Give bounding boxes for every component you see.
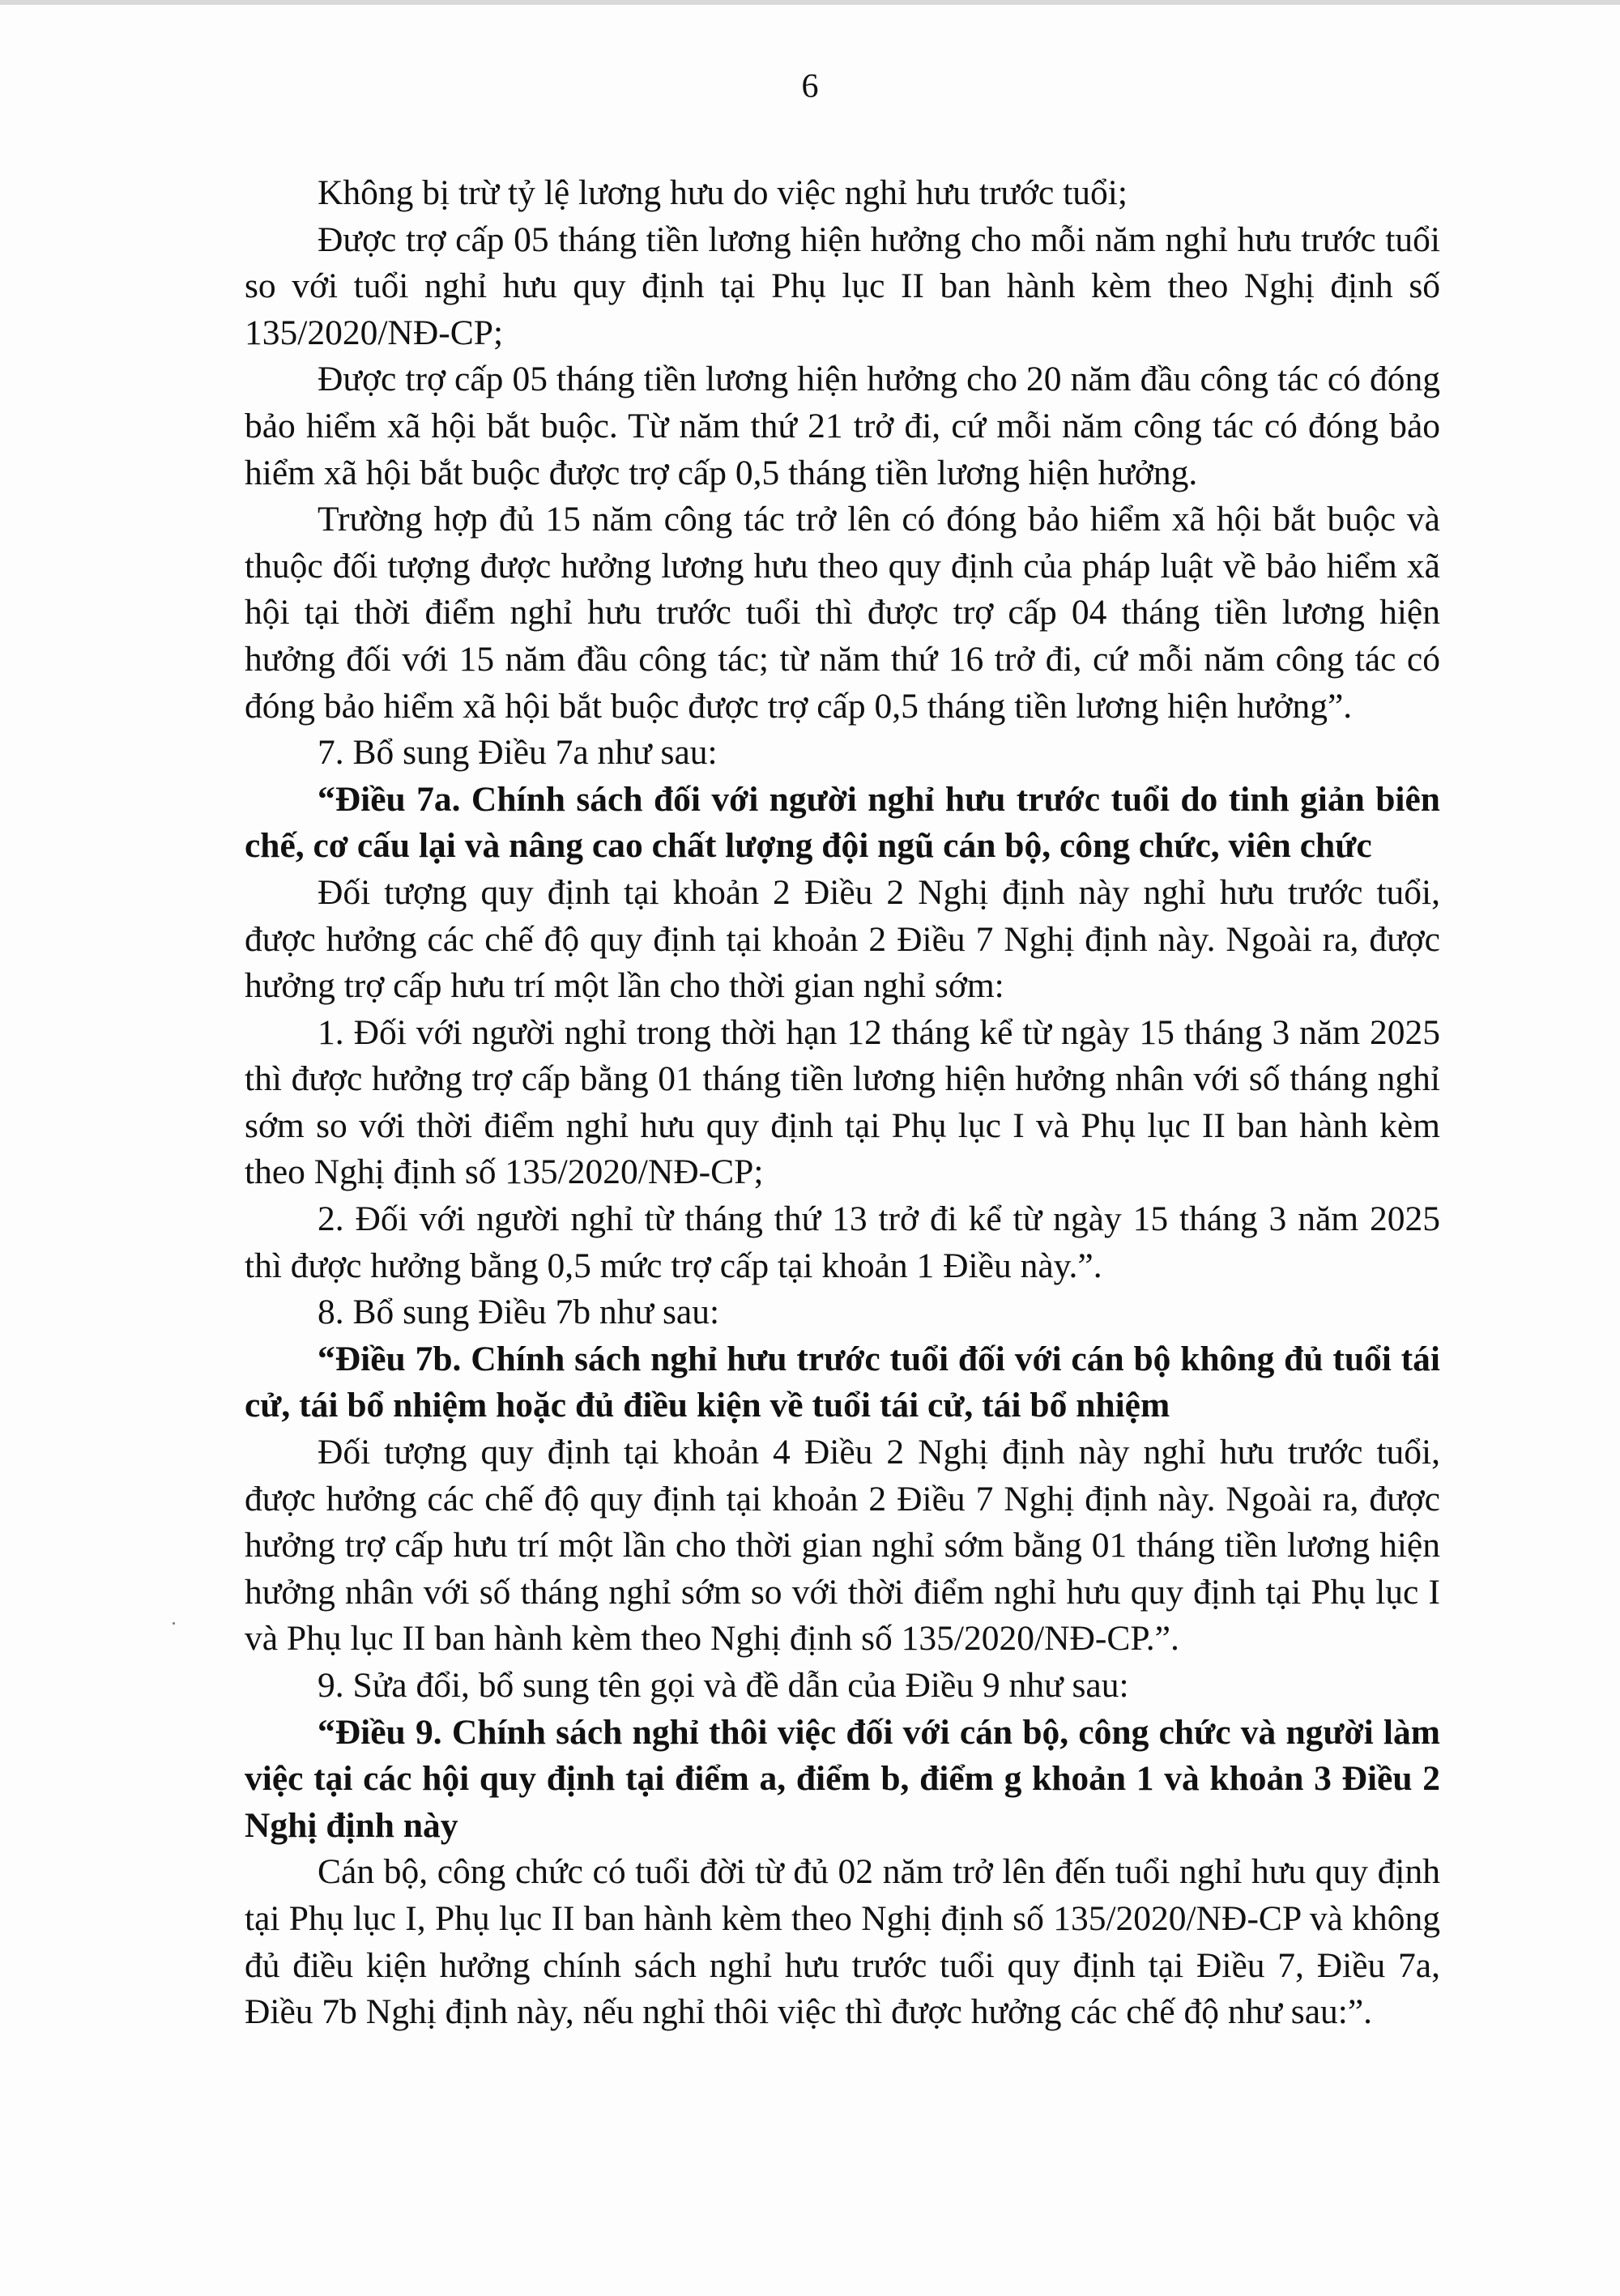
heading-article-7a: “Điều 7a. Chính sách đối với người nghỉ hưu trước tuổi do tinh giản biên chế, cơ cấu lại và nâng cao chất lượng đội ngũ cán bộ, công chức, viên chức bbox=[245, 779, 1440, 866]
paragraph-item-9: 9. Sửa đổi, bổ sung tên gọi và đề dẫn của Điều 9 như sau: bbox=[318, 1666, 1129, 1705]
scan-speck bbox=[173, 1622, 175, 1625]
paragraph-item-7: 7. Bổ sung Điều 7a như sau: bbox=[318, 733, 718, 773]
paragraph-article-7a-clause-2: 2. Đối với người nghỉ từ tháng thứ 13 trở đi kể từ ngày 15 tháng 3 năm 2025 thì được hưởng bằng 0,5 mức trợ cấp tại khoản 1 Điều này.”. bbox=[245, 1199, 1440, 1285]
heading-article-7b: “Điều 7b. Chính sách nghỉ hưu trước tuổi đối với cán bộ không đủ tuổi tái cử, tái bổ nhiệm hoặc đủ điều kiện về tuổi tái cử, tái bổ nhiệm bbox=[245, 1339, 1440, 1425]
page-number: 6 bbox=[801, 68, 819, 105]
paragraph-no-pension-deduction: Không bị trừ tỷ lệ lương hưu do việc nghỉ hưu trước tuổi; bbox=[318, 173, 1128, 212]
paragraph-item-8: 8. Bổ sung Điều 7b như sau: bbox=[318, 1293, 720, 1332]
paragraph-article-7a-clause-1: 1. Đối với người nghỉ trong thời hạn 12 tháng kể từ ngày 15 tháng 3 năm 2025 thì được hưởng trợ cấp bằng 01 tháng tiền lương hiện hưởng nhân với số tháng nghỉ sớm so với thời điểm nghỉ hưu quy định tại Phụ lục I và Phụ lục II ban hành kèm theo Nghị định số 135/2020/NĐ-CP; bbox=[245, 1012, 1440, 1192]
paragraph-15-year-case: Trường hợp đủ 15 năm công tác trở lên có đóng bảo hiểm xã hội bắt buộc và thuộc đối tượng được hưởng lương hưu theo quy định của pháp luật về bảo hiểm xã hội tại thời điểm nghỉ hưu trước tuổi thì được trợ cấp 04 tháng tiền lương hiện hưởng đối với 15 năm đầu công tác; từ năm thứ 16 trở đi, cứ mỗi năm công tác có đóng bảo hiểm xã hội bắt buộc được trợ cấp 0,5 tháng tiền lương hiện hưởng”. bbox=[245, 500, 1440, 726]
scan-edge-shadow bbox=[0, 0, 1620, 5]
paragraph-article-7b-scope: Đối tượng quy định tại khoản 4 Điều 2 Nghị định này nghỉ hưu trước tuổi, được hưởng các chế độ quy định tại khoản 2 Điều 7 Nghị định này. Ngoài ra, được hưởng trợ cấp hưu trí một lần cho thời gian nghỉ sớm bằng 01 tháng tiền lương hiện hưởng nhân với số tháng nghỉ sớm so với thời điểm nghỉ hưu quy định tại Phụ lục I và Phụ lục II ban hành kèm theo Nghị định số 135/2020/NĐ-CP.”. bbox=[245, 1433, 1440, 1659]
paragraph-article-7a-scope: Đối tượng quy định tại khoản 2 Điều 2 Nghị định này nghỉ hưu trước tuổi, được hưởng các chế độ quy định tại khoản 2 Điều 7 Nghị định này. Ngoài ra, được hưởng trợ cấp hưu trí một lần cho thời gian nghỉ sớm: bbox=[245, 872, 1440, 1006]
document-body bbox=[245, 170, 1440, 2036]
paragraph-early-retirement-allowance: Được trợ cấp 05 tháng tiền lương hiện hưởng cho mỗi năm nghỉ hưu trước tuổi so với tuổi nghỉ hưu quy định tại Phụ lục II ban hành kèm theo Nghị định số 135/2020/NĐ-CP; bbox=[245, 219, 1440, 352]
heading-article-9: “Điều 9. Chính sách nghỉ thôi việc đối với cán bộ, công chức và người làm việc tại các hội quy định tại điểm a, điểm b, điểm g khoản 1 và khoản 3 Điều 2 Nghị định này bbox=[245, 1712, 1440, 1845]
paragraph-20-year-allowance: Được trợ cấp 05 tháng tiền lương hiện hưởng cho 20 năm đầu công tác có đóng bảo hiểm xã hội bắt buộc. Từ năm thứ 21 trở đi, cứ mỗi năm công tác có đóng bảo hiểm xã hội bắt buộc được trợ cấp 0,5 tháng tiền lương hiện hưởng. bbox=[245, 360, 1440, 492]
paragraph-article-9-lead: Cán bộ, công chức có tuổi đời từ đủ 02 năm trở lên đến tuổi nghỉ hưu quy định tại Phụ lục I, Phụ lục II ban hành kèm theo Nghị định số 135/2020/NĐ-CP và không đủ điều kiện hưởng chính sách nghỉ hưu trước tuổi quy định tại Điều 7, Điều 7a, Điều 7b Nghị định này, nếu nghỉ thôi việc thì được hưởng các chế độ như sau:”. bbox=[245, 1852, 1440, 2032]
